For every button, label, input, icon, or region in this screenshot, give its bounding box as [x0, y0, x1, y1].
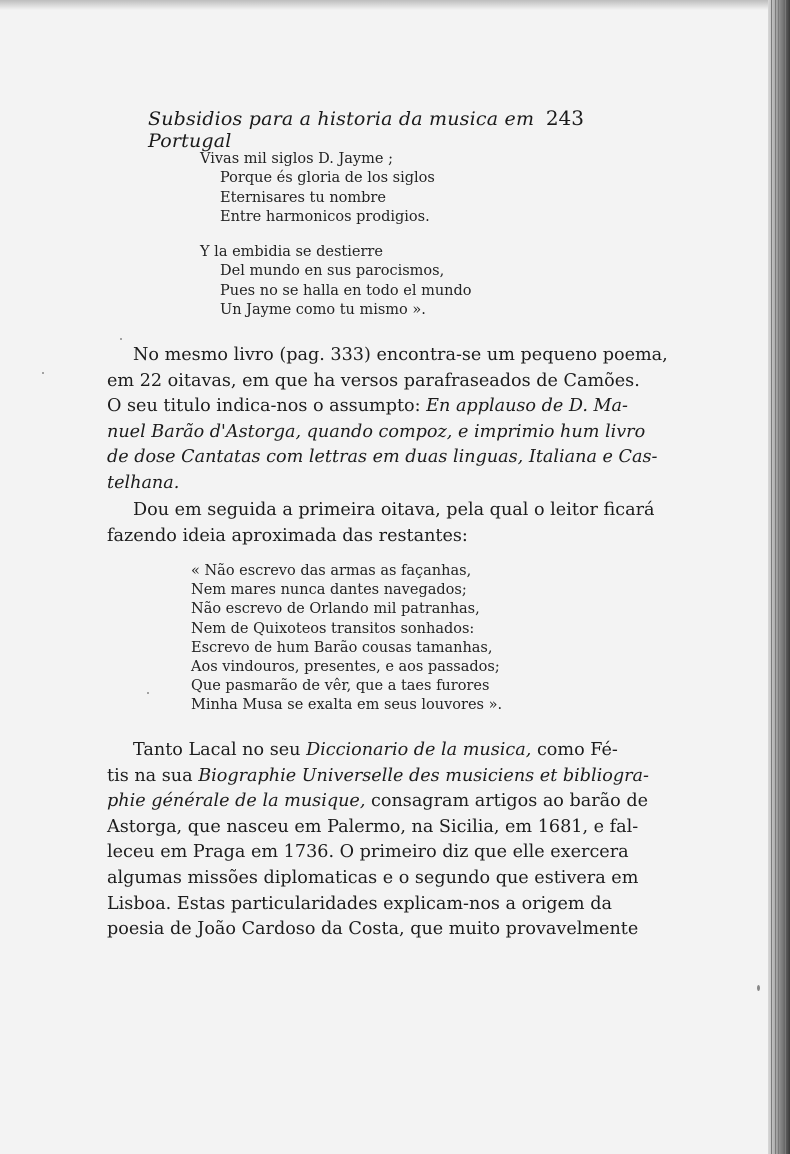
verse-line: Y la embidia se destierre [200, 244, 383, 260]
paper-speck [147, 692, 149, 694]
text-line: poesia de João Cardoso da Costa, que muito provavelmente [107, 919, 639, 940]
verse-line: Un Jayme como tu mismo ». [220, 302, 426, 319]
text-line: O seu titulo indica-nos o assumpto: En applauso de D. Ma- [107, 396, 628, 417]
verse-line: Minha Musa se exalta em seus louvores ». [191, 697, 503, 714]
text-line: algumas missões diplomaticas e o segundo que estivera em [107, 867, 639, 888]
text-line: leceu em Praga em 1736. O primeiro diz que elle exercera [107, 842, 629, 863]
top-shadow [0, 0, 768, 10]
text-line: nuel Barão d'Astorga, quando compoz, e imprimio hum livro [107, 421, 646, 442]
text-line: Astorga, que nasceu em Palermo, na Sicilia, em 1681, e fal- [107, 816, 639, 837]
page-number: 243 [545, 106, 584, 130]
verse-line: Entre harmonicos prodigios. [220, 209, 430, 226]
verse-line: Que pasmarão de vêr, que a taes furores [191, 678, 490, 695]
text-line: telhana. [107, 472, 180, 493]
page-header [148, 106, 584, 152]
running-title: Subsidios para a historia da musica em Portugal [148, 108, 535, 152]
verse-line: Pues no se halla en todo el mundo [220, 282, 472, 299]
verse-line: Escrevo de hum Barão cousas tamanhas, [191, 639, 493, 656]
text-line: No mesmo livro (pag. 333) encontra-se um pequeno poema, [133, 345, 668, 365]
text-line: Tanto Lacal no seu Diccionario de la musica, como Fé- [133, 740, 618, 760]
verse-line: « Não escrevo das armas as façanhas, [191, 563, 472, 579]
verse-line: Porque és gloria de los siglos [220, 170, 435, 187]
text-line: tis na sua Biographie Universelle des musiciens et bibliogra- [107, 765, 649, 786]
verse-line: Vivas mil siglos D. Jayme ; [200, 151, 393, 167]
verse-line: Aos vindouros, presentes, e aos passados; [191, 659, 500, 676]
paper-speck [757, 985, 760, 991]
paper-speck [42, 372, 44, 374]
paragraph-2 [107, 498, 655, 549]
oitava-quote [191, 562, 502, 716]
verse-line: Del mundo en sus parocismos, [220, 263, 445, 280]
verse-stanza-1 [200, 150, 435, 228]
text-line: phie générale de la musique, consagram artigos ao barão de [107, 791, 649, 812]
verse-line: Não escrevo de Orlando mil patranhas, [191, 601, 480, 618]
text-line: de dose Cantatas com lettras em duas linguas, Italiana e Cas- [107, 447, 658, 468]
verse-line: Nem de Quixoteos transitos sonhados: [191, 620, 475, 637]
text-line: em 22 oitavas, em que ha versos parafraseados de Camões. [107, 370, 640, 391]
paper-speck [120, 338, 122, 340]
paragraph-1 [107, 343, 668, 497]
verse-line: Eternisares tu nombre [220, 189, 386, 206]
verse-stanza-2 [200, 243, 472, 321]
text-line: Lisboa. Estas particularidades explicam-nos a origem da [107, 893, 612, 914]
verse-line: Nem mares nunca dantes navegados; [191, 582, 467, 599]
paragraph-3 [107, 738, 649, 943]
text-line: fazendo ideia aproximada das restantes: [107, 525, 468, 546]
text-line: Dou em seguida a primeira oitava, pela qual o leitor ficará [133, 500, 655, 520]
page-edge [768, 0, 790, 1154]
